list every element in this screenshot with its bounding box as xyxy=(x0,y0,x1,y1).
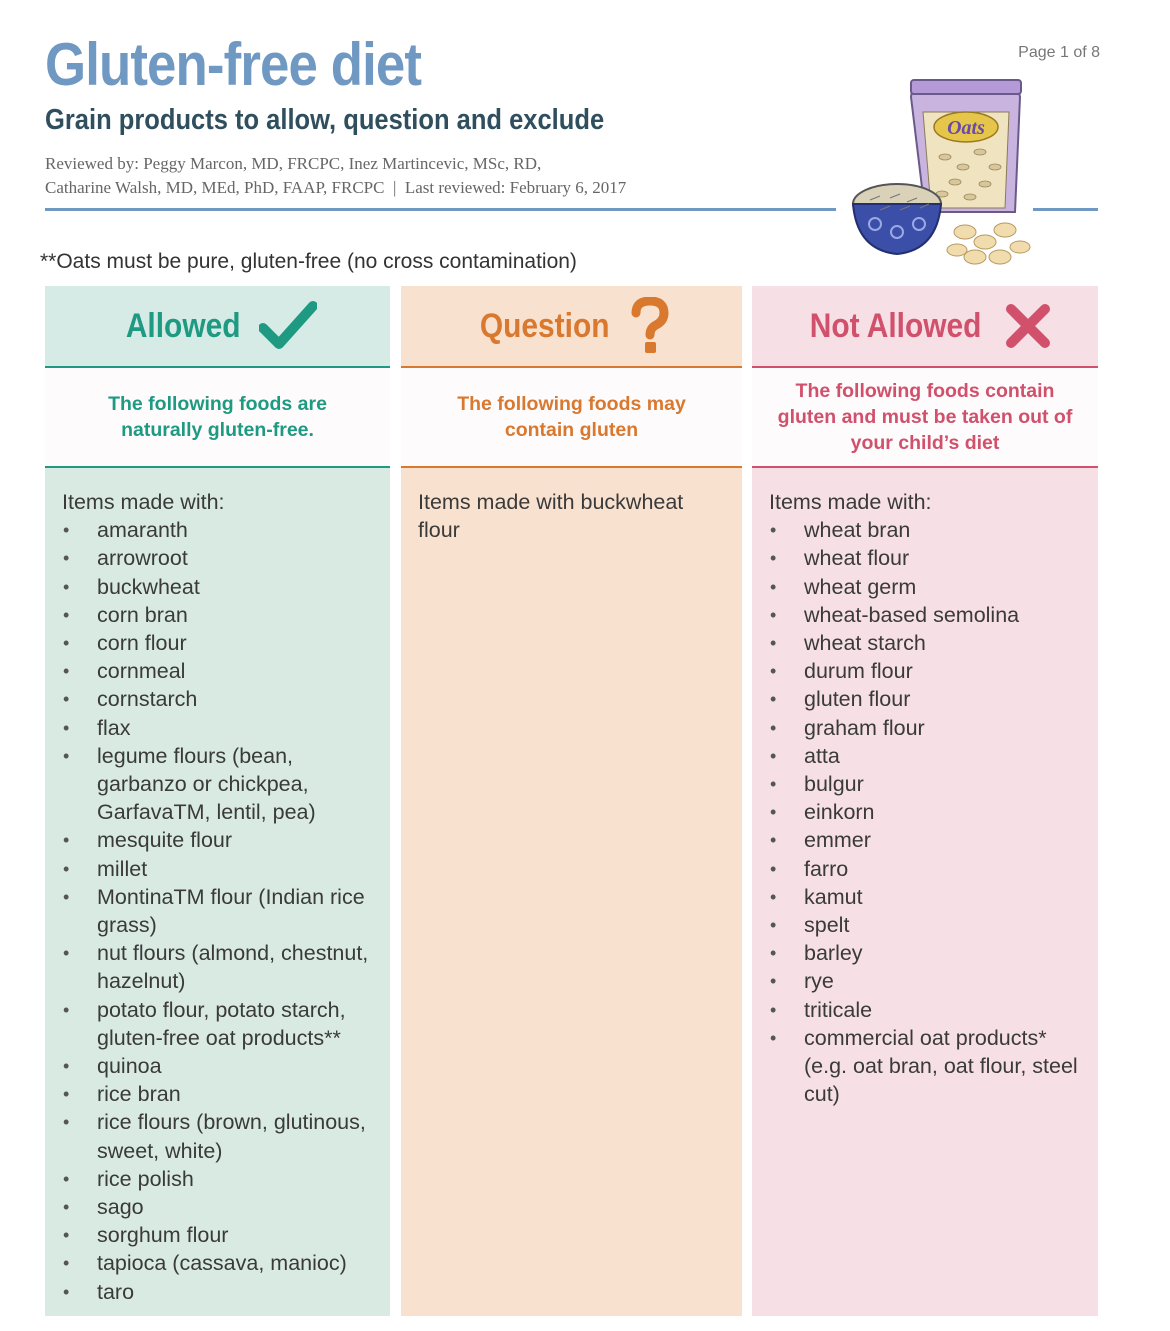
allowed-body xyxy=(45,468,390,1306)
oats-bag-label: Oats xyxy=(947,117,985,139)
not-allowed-body xyxy=(752,468,1098,1108)
list-item: • wheat germ xyxy=(769,573,1082,601)
list-item: • graham flour xyxy=(769,714,1082,742)
list-item: • sago xyxy=(62,1193,374,1221)
list-item: • sorghum flour xyxy=(62,1221,374,1249)
list-item: • rye xyxy=(769,967,1082,995)
list-item: • spelt xyxy=(769,911,1082,939)
list-item: • gluten flour xyxy=(769,685,1082,713)
list-item: • mesquite flour xyxy=(62,826,374,854)
not-allowed-intro: Items made with: xyxy=(769,490,932,514)
list-item: • commercial oat products* (e.g. oat bran, oat flour, steel cut) xyxy=(769,1024,1082,1109)
list-item: • wheat starch xyxy=(769,629,1082,657)
reviewer-line-1: Reviewed by: Peggy Marcon, MD, FRCPC, Inez Martincevic, MSc, RD, xyxy=(45,154,542,173)
question-header xyxy=(401,286,742,368)
list-item: • millet xyxy=(62,855,374,883)
list-item: • corn flour xyxy=(62,629,374,657)
list-item: • einkorn xyxy=(769,798,1082,826)
list-item: • MontinaTM flour (Indian rice grass) xyxy=(62,883,374,939)
oats-illustration xyxy=(845,72,1045,277)
list-item: • durum flour xyxy=(769,657,1082,685)
header-rule-left xyxy=(45,208,836,211)
question-mark-icon xyxy=(628,297,672,355)
page-title: Gluten-free diet xyxy=(45,31,422,98)
list-item: • legume flours (bean, garbanzo or chickpea, GarfavaTM, lentil, pea) xyxy=(62,742,374,827)
page-subtitle: Grain products to allow, question and exclude xyxy=(45,104,605,136)
list-item: • rice polish xyxy=(62,1165,374,1193)
question-body xyxy=(401,468,742,544)
list-item: • farro xyxy=(769,855,1082,883)
allowed-heading: Allowed xyxy=(126,306,241,345)
list-item: • kamut xyxy=(769,883,1082,911)
reviewer-info xyxy=(45,152,626,200)
allowed-subtitle: The following foods are naturally gluten-free. xyxy=(45,368,390,468)
list-item: • barley xyxy=(769,939,1082,967)
checkmark-icon xyxy=(259,300,317,352)
list-item: • tapioca (cassava, manioc) xyxy=(62,1249,374,1277)
allowed-list xyxy=(62,516,374,1306)
list-item: • wheat bran xyxy=(769,516,1082,544)
list-item: • rice bran xyxy=(62,1080,374,1108)
question-subtitle: The following foods may contain gluten xyxy=(401,368,742,468)
not-allowed-heading: Not Allowed xyxy=(810,306,982,345)
x-mark-icon xyxy=(1004,302,1052,350)
list-item: • corn bran xyxy=(62,601,374,629)
list-item: • arrowroot xyxy=(62,544,374,572)
list-item: • rice flours (brown, glutinous, sweet, white) xyxy=(62,1108,374,1164)
not-allowed-list xyxy=(769,516,1082,1108)
not-allowed-subtitle: The following foods contain gluten and must be taken out of your child’s diet xyxy=(752,368,1098,468)
list-item: • atta xyxy=(769,742,1082,770)
list-item: • nut flours (almond, chestnut, hazelnut) xyxy=(62,939,374,995)
list-item: • quinoa xyxy=(62,1052,374,1080)
list-item: • emmer xyxy=(769,826,1082,854)
list-item: • potato flour, potato starch, gluten-free oat products** xyxy=(62,996,374,1052)
question-column xyxy=(401,286,742,1316)
list-item: • wheat flour xyxy=(769,544,1082,572)
list-item: • cornmeal xyxy=(62,657,374,685)
list-item: • wheat-based semolina xyxy=(769,601,1082,629)
list-item: • amaranth xyxy=(62,516,374,544)
list-item: • triticale xyxy=(769,996,1082,1024)
reviewer-line-2: Catharine Walsh, MD, MEd, PhD, FAAP, FRCPC | Last reviewed: February 6, 2017 xyxy=(45,178,627,197)
list-item: • bulgur xyxy=(769,770,1082,798)
list-item: • taro xyxy=(62,1278,374,1306)
page-number: Page 1 of 8 xyxy=(1018,44,1100,61)
not-allowed-column xyxy=(752,286,1098,1316)
allowed-header xyxy=(45,286,390,368)
list-item: • cornstarch xyxy=(62,685,374,713)
question-heading: Question xyxy=(479,306,610,345)
list-item: • flax xyxy=(62,714,374,742)
oats-note: **Oats must be pure, gluten-free (no cross contamination) xyxy=(40,250,577,273)
question-intro: Items made with buckwheat flour xyxy=(418,490,684,543)
list-item: • buckwheat xyxy=(62,573,374,601)
not-allowed-header xyxy=(752,286,1098,368)
allowed-column xyxy=(45,286,390,1316)
allowed-intro: Items made with: xyxy=(62,490,225,514)
